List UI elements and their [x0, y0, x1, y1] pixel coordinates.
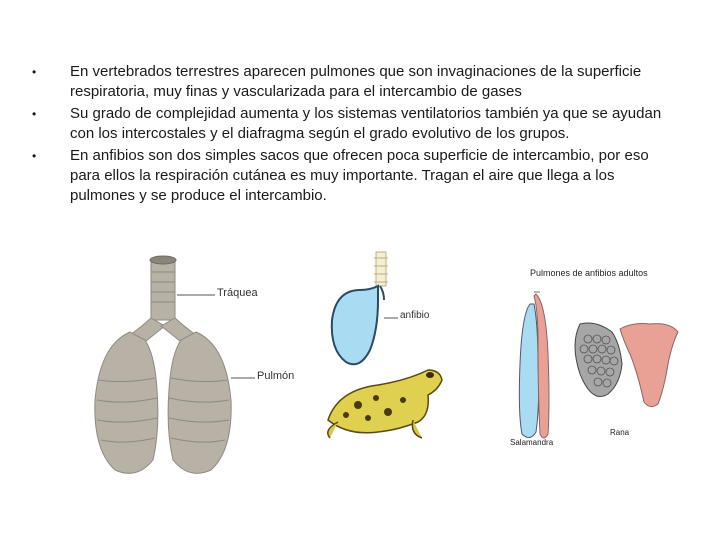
amphibian-figure — [318, 250, 448, 450]
lungs-illustration — [85, 250, 315, 480]
trachea-label: Tráquea — [217, 287, 258, 299]
bullet-text: En anfibios son dos simples sacos que ofrecen poca superficie de intercambio, por eso para ellos la respiración cutánea es muy importante. Tragan el aire que llega a los pulmones y se produce el intercambio. — [70, 147, 649, 204]
bullet-dot: • — [32, 65, 37, 79]
bullet-list — [30, 62, 680, 208]
bullet-item — [30, 104, 680, 144]
adult-lungs-title: Pulmones de anfibios adultos — [530, 268, 648, 278]
bullet-dot: • — [32, 107, 37, 121]
salamander-label: Salamandra — [510, 438, 554, 447]
bullet-item — [30, 146, 680, 206]
lungs-figure — [85, 250, 315, 480]
frog-label: Rana — [610, 428, 630, 437]
bullet-text: En vertebrados terrestres aparecen pulmones que son invaginaciones de la superficie respiratoria, muy finas y vascularizada para el intercambio de gases — [70, 63, 642, 100]
adult-lungs-illustration — [500, 284, 700, 454]
bullet-text: Su grado de complejidad aumenta y los sistemas ventilatorios también ya que se ayudan con los intercostales y el diafragma según el grado evolutivo de los grupos. — [70, 105, 662, 142]
frog-icon — [318, 360, 448, 440]
bullet-item — [30, 62, 680, 102]
bullet-dot: • — [32, 149, 37, 163]
amphibian-label: anfibio — [400, 310, 430, 321]
adult-amphibian-figure — [500, 268, 700, 458]
lung-label: Pulmón — [257, 370, 295, 382]
